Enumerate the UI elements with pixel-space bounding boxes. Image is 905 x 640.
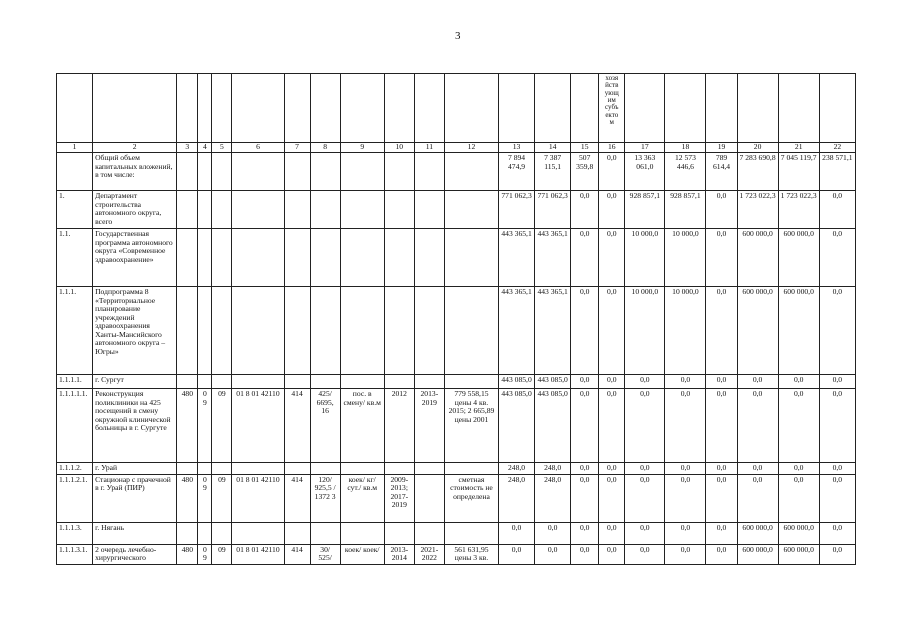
table-cell	[232, 375, 284, 389]
table-cell: 443 365,1	[535, 229, 571, 287]
table-cell: 238 571,1	[819, 153, 855, 191]
row-name: Департамент строительства автономного округа, всего	[93, 191, 177, 229]
table-cell: коек/ кг/ сут./ кв.м	[340, 474, 384, 522]
table-cell	[177, 287, 198, 375]
column-number: 18	[665, 143, 706, 153]
table-cell: 2012	[384, 389, 414, 463]
table-cell: 2013-2014	[384, 544, 414, 564]
column-number: 11	[414, 143, 444, 153]
table-cell: 0 9	[198, 389, 212, 463]
table-row	[57, 522, 856, 544]
table-cell	[284, 191, 310, 229]
page-number: 3	[455, 30, 461, 42]
table-cell	[444, 229, 498, 287]
table-cell	[384, 522, 414, 544]
table-row	[57, 287, 856, 375]
table-cell: 789 614,4	[706, 153, 737, 191]
header-cell	[57, 74, 93, 143]
table-cell: 0,0	[665, 522, 706, 544]
row-code: 1.1.1.1.1.	[57, 389, 93, 463]
table-cell: 0,0	[665, 389, 706, 463]
table-cell	[212, 153, 232, 191]
row-code: 1.1.1.2.1.	[57, 474, 93, 522]
table-cell	[284, 153, 310, 191]
column-number: 16	[599, 143, 625, 153]
header-cell	[535, 74, 571, 143]
table-cell	[284, 463, 310, 475]
row-code: 1.1.1.2.	[57, 463, 93, 475]
table-cell	[414, 229, 444, 287]
table-cell	[198, 191, 212, 229]
table-row	[57, 229, 856, 287]
header-cell	[706, 74, 737, 143]
table-cell: 0,0	[706, 229, 737, 287]
table-cell	[284, 375, 310, 389]
table-cell: 600 000,0	[737, 287, 778, 375]
table-cell	[198, 463, 212, 475]
table-cell	[212, 287, 232, 375]
table-cell: 0,0	[778, 389, 819, 463]
table-cell	[232, 153, 284, 191]
column-number: 15	[571, 143, 599, 153]
table-cell: 0,0	[599, 153, 625, 191]
column-number: 13	[499, 143, 535, 153]
table-cell: 10 000,0	[665, 229, 706, 287]
table-cell: 480	[177, 389, 198, 463]
table-body	[57, 74, 856, 565]
table-row	[57, 544, 856, 564]
table-cell: 0,0	[625, 544, 665, 564]
table-cell	[177, 229, 198, 287]
column-number: 7	[284, 143, 310, 153]
table-row	[57, 191, 856, 229]
table-cell	[444, 153, 498, 191]
table-cell: 0,0	[665, 463, 706, 475]
table-cell	[310, 229, 340, 287]
table-cell: 0,0	[665, 474, 706, 522]
column-number: 9	[340, 143, 384, 153]
row-code: 1.1.	[57, 229, 93, 287]
column-number: 22	[819, 143, 855, 153]
table-cell: 0,0	[571, 544, 599, 564]
table-cell: 0,0	[499, 522, 535, 544]
table-cell	[384, 153, 414, 191]
table-cell: 443 085,0	[535, 389, 571, 463]
table-cell: 414	[284, 544, 310, 564]
column-number: 12	[444, 143, 498, 153]
column-number-row	[57, 143, 856, 153]
table-cell: 0,0	[599, 375, 625, 389]
table-cell: 0,0	[819, 389, 855, 463]
table-cell: 0,0	[737, 389, 778, 463]
table-cell	[198, 229, 212, 287]
table-cell: 0,0	[737, 375, 778, 389]
header-cell	[414, 74, 444, 143]
header-cell	[384, 74, 414, 143]
table-cell: 0,0	[706, 375, 737, 389]
table-cell: 0,0	[706, 522, 737, 544]
table-cell	[212, 463, 232, 475]
table-cell	[340, 522, 384, 544]
table-cell: 0,0	[706, 287, 737, 375]
table-cell: 0,0	[625, 375, 665, 389]
table-cell	[198, 522, 212, 544]
column-number: 4	[198, 143, 212, 153]
table-cell: 600 000,0	[778, 522, 819, 544]
table-cell: 248,0	[535, 474, 571, 522]
table-cell: 0,0	[778, 375, 819, 389]
table-cell: сметная стоимость не определена	[444, 474, 498, 522]
header-cell	[819, 74, 855, 143]
table-cell: 7 894 474,9	[499, 153, 535, 191]
table-cell: 248,0	[499, 474, 535, 522]
table-cell: 0,0	[625, 389, 665, 463]
table-cell: 0,0	[819, 287, 855, 375]
table-cell: 600 000,0	[778, 287, 819, 375]
table-cell: 600 000,0	[778, 229, 819, 287]
table-cell: 09	[212, 474, 232, 522]
table-cell: 2009-2013; 2017-2019	[384, 474, 414, 522]
header-cell	[340, 74, 384, 143]
table-cell	[414, 463, 444, 475]
table-header-row	[57, 74, 856, 143]
header-cell	[625, 74, 665, 143]
table-cell: 0,0	[599, 389, 625, 463]
table-cell	[340, 153, 384, 191]
table-cell	[284, 522, 310, 544]
header-cell	[212, 74, 232, 143]
table-cell	[232, 287, 284, 375]
table-cell: 09	[212, 544, 232, 564]
table-cell	[384, 375, 414, 389]
table-cell: 600 000,0	[737, 229, 778, 287]
row-name: 2 очередь лечебно-хирургического	[93, 544, 177, 564]
table-cell: 0 9	[198, 474, 212, 522]
column-number: 21	[778, 143, 819, 153]
row-code: 1.1.1.	[57, 287, 93, 375]
table-cell	[444, 463, 498, 475]
header-cell	[310, 74, 340, 143]
table-cell	[310, 463, 340, 475]
table-cell	[212, 522, 232, 544]
table-cell: 2021-2022	[414, 544, 444, 564]
table-cell: 0,0	[535, 544, 571, 564]
row-name: Государственная программа автономного округа «Современное здравоохранение»	[93, 229, 177, 287]
table-cell	[384, 229, 414, 287]
table-cell: 0,0	[665, 544, 706, 564]
table-cell: 2013-2019	[414, 389, 444, 463]
table-cell: 0,0	[665, 375, 706, 389]
header-cell	[284, 74, 310, 143]
table-cell	[177, 375, 198, 389]
table-cell	[444, 522, 498, 544]
table-cell: 0 9	[198, 544, 212, 564]
table-cell: 561 631,95 цены 3 кв.	[444, 544, 498, 564]
table-cell	[177, 463, 198, 475]
table-cell: 0,0	[599, 287, 625, 375]
table-cell: 1 723 022,3	[737, 191, 778, 229]
table-cell: 507 359,8	[571, 153, 599, 191]
row-name: г. Урай	[93, 463, 177, 475]
table-cell: 0,0	[706, 544, 737, 564]
table-cell	[310, 287, 340, 375]
header-cell	[93, 74, 177, 143]
table-cell: 0,0	[819, 229, 855, 287]
table-cell	[198, 287, 212, 375]
header-cell	[232, 74, 284, 143]
table-cell: 600 000,0	[737, 522, 778, 544]
table-row	[57, 389, 856, 463]
table-cell: 0,0	[599, 474, 625, 522]
header-cell: хозя йств ующ им субъ екто м	[599, 74, 625, 143]
table-cell: 0,0	[819, 544, 855, 564]
table-cell	[414, 474, 444, 522]
row-code: 1.1.1.3.1.	[57, 544, 93, 564]
table-cell: 10 000,0	[625, 287, 665, 375]
header-cell	[571, 74, 599, 143]
table-cell: 771 062,3	[535, 191, 571, 229]
table-cell: 0,0	[819, 375, 855, 389]
table-cell: 248,0	[499, 463, 535, 475]
table-cell	[340, 191, 384, 229]
table-cell: 0,0	[571, 474, 599, 522]
table-row	[57, 463, 856, 475]
table-cell	[340, 229, 384, 287]
table-cell: 01 8 01 42110	[232, 544, 284, 564]
table-cell: 443 365,1	[535, 287, 571, 375]
table-cell: 0,0	[819, 463, 855, 475]
column-number: 2	[93, 143, 177, 153]
table-cell: 0,0	[625, 463, 665, 475]
column-number: 10	[384, 143, 414, 153]
table-cell	[310, 191, 340, 229]
table-cell	[232, 229, 284, 287]
row-name: г. Сургут	[93, 375, 177, 389]
table-cell: 01 8 01 42110	[232, 389, 284, 463]
table-row	[57, 474, 856, 522]
table-cell: 443 085,0	[499, 389, 535, 463]
table-cell: 425/ 6695, 16	[310, 389, 340, 463]
table-cell: 928 857,1	[625, 191, 665, 229]
column-number: 5	[212, 143, 232, 153]
table-cell: 0,0	[706, 191, 737, 229]
table-cell: 0,0	[571, 191, 599, 229]
table-cell: коек/ коек/	[340, 544, 384, 564]
column-number: 1	[57, 143, 93, 153]
table-cell: 0,0	[625, 522, 665, 544]
table-cell: 0,0	[599, 522, 625, 544]
table-cell: 0,0	[571, 287, 599, 375]
table-cell: 30/ 525/	[310, 544, 340, 564]
table-cell	[384, 287, 414, 375]
table-cell	[284, 287, 310, 375]
table-cell	[212, 191, 232, 229]
row-name: Общий объем капитальных вложений, в том числе:	[93, 153, 177, 191]
table-cell	[340, 463, 384, 475]
table-cell: 7 045 119,7	[778, 153, 819, 191]
table-cell: 0,0	[625, 474, 665, 522]
column-number: 3	[177, 143, 198, 153]
header-cell	[499, 74, 535, 143]
table-cell	[232, 191, 284, 229]
table-cell: 600 000,0	[737, 544, 778, 564]
table-cell: 0,0	[819, 474, 855, 522]
table-cell: 0,0	[819, 191, 855, 229]
table-cell	[414, 375, 444, 389]
table-cell: 0,0	[571, 229, 599, 287]
table-cell: 0,0	[571, 463, 599, 475]
table-cell: 779 558,15 цены 4 кв. 2015; 2 665,89 цены 2001	[444, 389, 498, 463]
table-cell: 600 000,0	[778, 544, 819, 564]
table-cell: 7 283 690,8	[737, 153, 778, 191]
table-cell	[414, 287, 444, 375]
table-cell: 0,0	[599, 463, 625, 475]
table-cell: 7 387 115,1	[535, 153, 571, 191]
header-cell	[198, 74, 212, 143]
column-number: 6	[232, 143, 284, 153]
table-cell: 01 8 01 42110	[232, 474, 284, 522]
table-cell: 443 365,1	[499, 229, 535, 287]
table-cell: 0,0	[706, 474, 737, 522]
row-name: Реконструкция поликлиники на 425 посещений в смену окружной клинической больницы в г. Сургуте	[93, 389, 177, 463]
table-cell: 0,0	[535, 522, 571, 544]
table-cell	[444, 287, 498, 375]
table-row	[57, 375, 856, 389]
table-cell	[444, 191, 498, 229]
table-cell: 414	[284, 474, 310, 522]
column-number: 19	[706, 143, 737, 153]
table-cell	[340, 287, 384, 375]
table-row	[57, 153, 856, 191]
table-cell	[414, 522, 444, 544]
row-code	[57, 153, 93, 191]
table-cell: 443 085,0	[499, 375, 535, 389]
column-number: 17	[625, 143, 665, 153]
table-cell: 414	[284, 389, 310, 463]
table-cell: 1 723 022,3	[778, 191, 819, 229]
table-cell	[232, 522, 284, 544]
table-cell: 0,0	[599, 191, 625, 229]
table-cell	[310, 153, 340, 191]
table-cell: 0,0	[737, 463, 778, 475]
table-cell: 248,0	[535, 463, 571, 475]
table-cell: 0,0	[571, 522, 599, 544]
table-cell	[177, 191, 198, 229]
table-cell: 10 000,0	[625, 229, 665, 287]
table-cell: 0,0	[599, 229, 625, 287]
table-cell	[444, 375, 498, 389]
table-cell	[177, 522, 198, 544]
table-cell	[414, 191, 444, 229]
table-cell	[384, 463, 414, 475]
table-cell: 480	[177, 544, 198, 564]
header-cell	[177, 74, 198, 143]
table-cell: 480	[177, 474, 198, 522]
table-cell: 0,0	[499, 544, 535, 564]
table-cell: 10 000,0	[665, 287, 706, 375]
header-cell	[665, 74, 706, 143]
table-cell: 443 085,0	[535, 375, 571, 389]
table-cell	[212, 375, 232, 389]
table-cell: 0,0	[819, 522, 855, 544]
investment-table	[56, 73, 856, 565]
header-cell	[444, 74, 498, 143]
table-cell: 0,0	[571, 375, 599, 389]
row-code: 1.1.1.3.	[57, 522, 93, 544]
table-cell: 0,0	[778, 463, 819, 475]
row-code: 1.	[57, 191, 93, 229]
column-number: 8	[310, 143, 340, 153]
column-number: 14	[535, 143, 571, 153]
table-cell	[340, 375, 384, 389]
table-cell	[310, 522, 340, 544]
table-cell	[232, 463, 284, 475]
table-cell: 09	[212, 389, 232, 463]
header-cell	[737, 74, 778, 143]
row-name: Стационар с прачечной в г. Урай (ПИР)	[93, 474, 177, 522]
table-cell: 771 062,3	[499, 191, 535, 229]
row-code: 1.1.1.1.	[57, 375, 93, 389]
table-cell: 13 363 061,0	[625, 153, 665, 191]
row-name: Подпрограмма 8 «Территориальное планирование учреждений здравоохранения Ханты-Мансийского автономного округа – Югры»	[93, 287, 177, 375]
table-cell	[198, 153, 212, 191]
table-cell: 0,0	[778, 474, 819, 522]
table-cell: 12 573 446,6	[665, 153, 706, 191]
table-cell: пос. в смену/ кв.м	[340, 389, 384, 463]
table-cell: 0,0	[706, 463, 737, 475]
table-cell	[414, 153, 444, 191]
table-cell: 0,0	[706, 389, 737, 463]
table-cell	[384, 191, 414, 229]
column-number: 20	[737, 143, 778, 153]
table-cell	[212, 229, 232, 287]
row-name: г. Нягань	[93, 522, 177, 544]
table-cell: 0,0	[737, 474, 778, 522]
table-cell: 0,0	[599, 544, 625, 564]
table-cell: 120/ 925,5 / 1372 3	[310, 474, 340, 522]
table-cell	[198, 375, 212, 389]
table-cell: 0,0	[571, 389, 599, 463]
table-cell	[310, 375, 340, 389]
table-cell: 443 365,1	[499, 287, 535, 375]
table-cell	[284, 229, 310, 287]
table-cell	[177, 153, 198, 191]
header-cell	[778, 74, 819, 143]
table-cell: 928 857,1	[665, 191, 706, 229]
